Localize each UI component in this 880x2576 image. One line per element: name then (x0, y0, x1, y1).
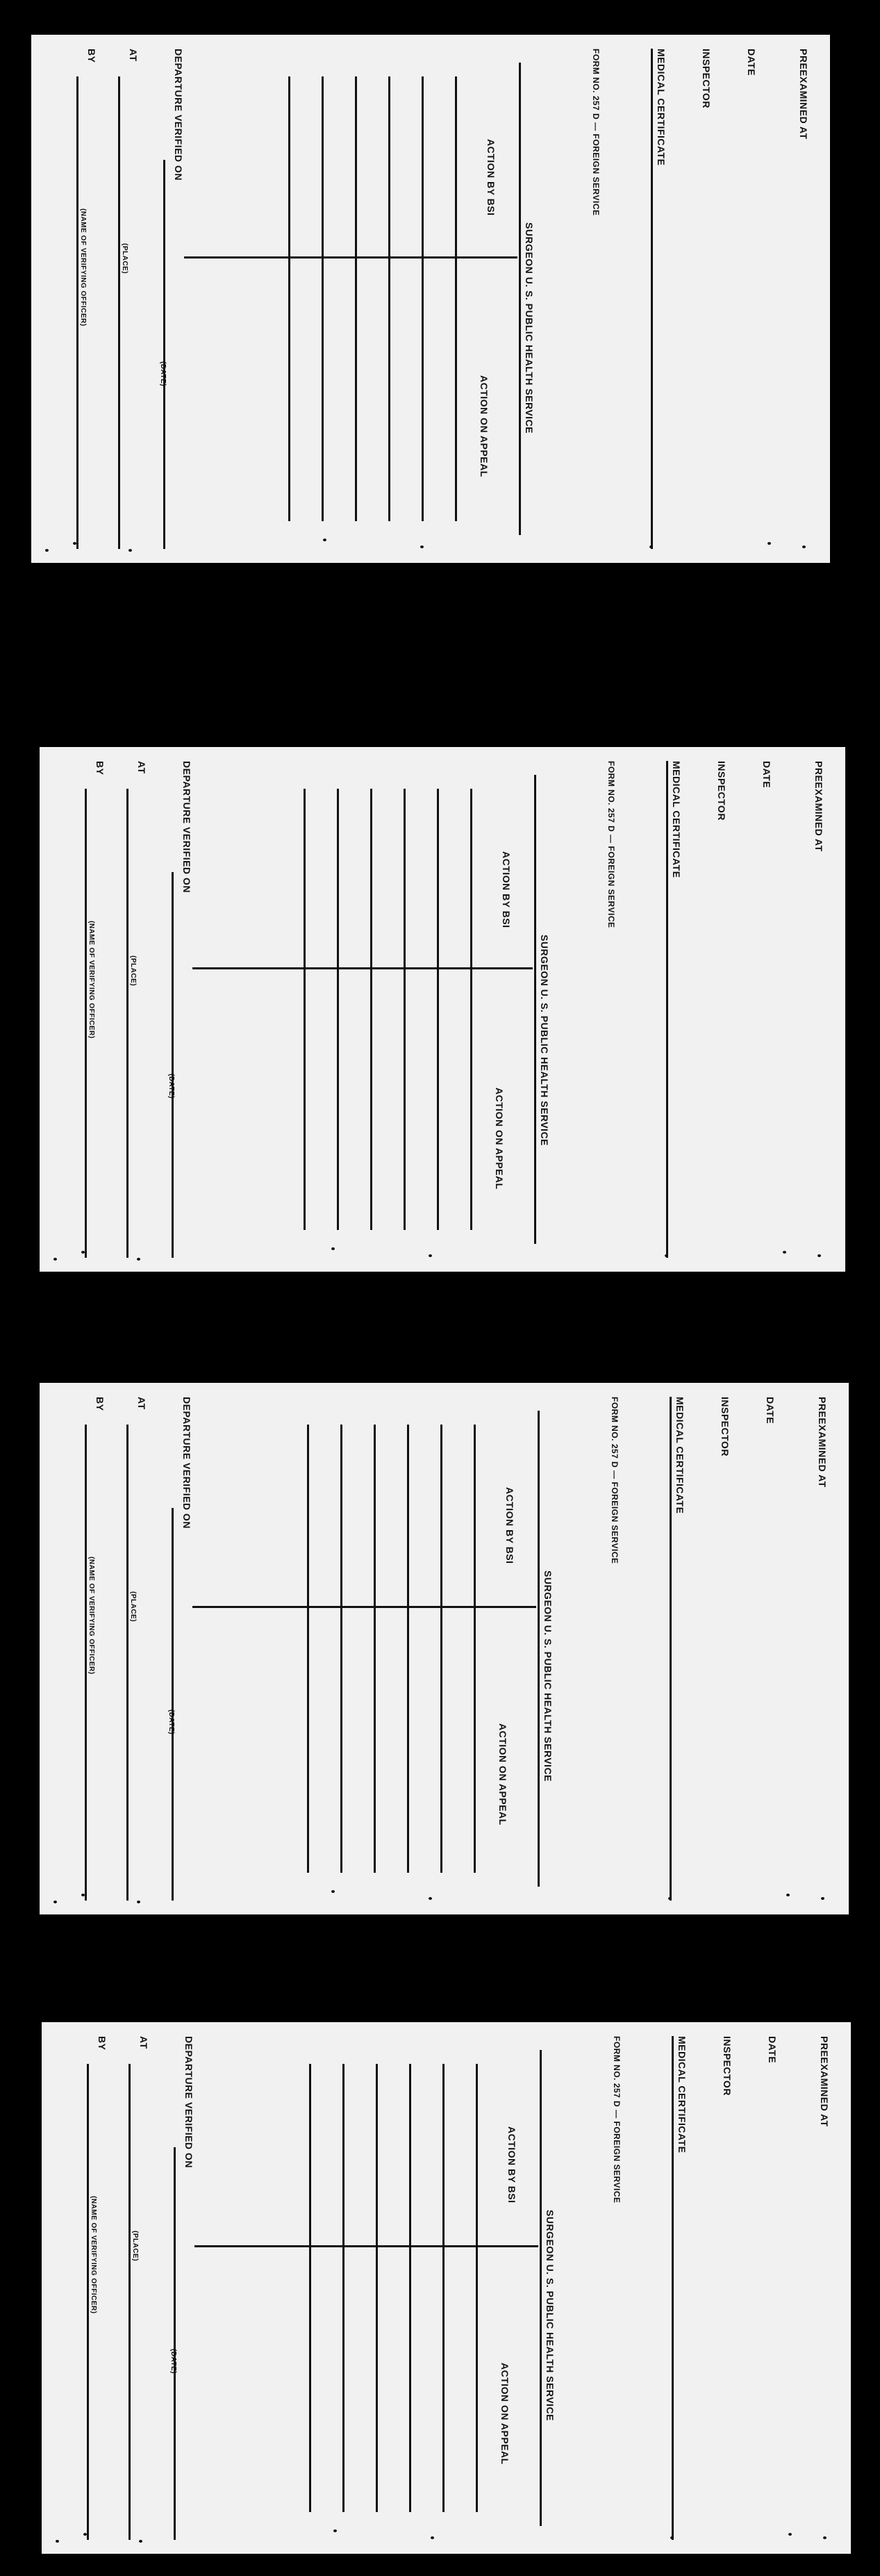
action-on-appeal-label: ACTION ON APPEAL (499, 2363, 510, 2465)
print-speck (73, 542, 76, 545)
print-speck (668, 1897, 672, 1900)
inspector-label: INSPECTOR (701, 49, 712, 108)
action-grid-line (337, 789, 339, 1230)
departure-rule (174, 2147, 176, 2540)
action-grid-line (422, 76, 424, 521)
print-speck (670, 2536, 674, 2539)
action-by-bsi-label: ACTION BY BSI (506, 2126, 517, 2204)
surgeon-label: SURGEON U. S. PUBLIC HEALTH SERVICE (539, 935, 550, 1147)
date-label: DATE (765, 1397, 776, 1425)
print-speck (323, 539, 326, 541)
inspector-label: INSPECTOR (720, 1397, 731, 1457)
at-label: AT (136, 761, 147, 774)
certificate-title: MEDICAL CERTIFICATE (674, 1397, 686, 1514)
certificate-rule (651, 49, 653, 549)
form-number-label: FORM NO. 257 D — FOREIGN SERVICE (591, 49, 601, 216)
print-speck (817, 1254, 821, 1257)
certificate-card (42, 2022, 851, 2554)
action-grid-line (340, 1425, 342, 1873)
print-speck (431, 2536, 434, 2539)
print-speck (767, 542, 771, 545)
surgeon-rule (519, 63, 521, 535)
print-speck (139, 2540, 142, 2543)
date-caption: (DATE) (159, 361, 167, 387)
certificate-title: MEDICAL CERTIFICATE (656, 49, 667, 166)
action-grid-divider (184, 256, 517, 259)
inspector-label: INSPECTOR (716, 761, 727, 821)
form-number-label: FORM NO. 257 D — FOREIGN SERVICE (606, 761, 616, 928)
print-speck (429, 1897, 432, 1900)
surgeon-label: SURGEON U. S. PUBLIC HEALTH SERVICE (545, 2210, 556, 2422)
by-label: BY (86, 49, 97, 63)
preexamined-label: PREEXAMINED AT (798, 49, 809, 140)
preexamined-label: PREEXAMINED AT (817, 1397, 828, 1488)
surgeon-rule (540, 2050, 542, 2526)
at-rule (126, 789, 128, 1258)
by-label: BY (94, 761, 106, 776)
action-grid-line (370, 789, 372, 1230)
date-label: DATE (761, 761, 772, 789)
date-label: DATE (767, 2036, 778, 2064)
certificate-card (40, 1383, 849, 1914)
place-caption: (PLACE) (131, 2231, 139, 2262)
surgeon-rule (538, 1411, 540, 1887)
certificate-card (31, 35, 830, 563)
surgeon-label: SURGEON U. S. PUBLIC HEALTH SERVICE (542, 1570, 554, 1782)
at-rule (128, 2064, 131, 2540)
date-caption: (DATE) (167, 1074, 175, 1099)
departure-verified-label: DEPARTURE VERIFIED ON (181, 1397, 192, 1529)
departure-verified-label: DEPARTURE VERIFIED ON (181, 761, 192, 893)
print-speck (788, 2533, 792, 2536)
at-label: AT (128, 49, 139, 62)
surgeon-rule (534, 775, 536, 1244)
action-grid-line (388, 76, 390, 521)
print-speck (420, 545, 424, 548)
certificate-card (40, 747, 845, 1272)
date-caption: (DATE) (169, 2349, 177, 2374)
certificate-rule (666, 761, 668, 1258)
action-grid-line (407, 1425, 409, 1873)
print-speck (333, 2529, 337, 2532)
departure-rule (163, 160, 165, 549)
print-speck (821, 1897, 824, 1900)
action-grid-line (437, 789, 439, 1230)
date-caption: (DATE) (167, 1709, 175, 1735)
print-speck (81, 1251, 85, 1254)
action-grid-line (376, 2064, 378, 2512)
action-on-appeal-label: ACTION ON APPEAL (497, 1723, 508, 1826)
print-speck (331, 1890, 335, 1893)
verifying-officer-caption: (NAME OF VERIFYING OFFICER) (90, 2196, 97, 2314)
certificate-title: MEDICAL CERTIFICATE (671, 761, 682, 878)
certificate-rule (672, 2036, 674, 2540)
at-label: AT (138, 2036, 149, 2049)
by-label: BY (94, 1397, 106, 1411)
print-speck (823, 2536, 827, 2539)
action-grid-line (307, 1425, 309, 1873)
print-speck (137, 1258, 140, 1261)
print-speck (128, 549, 132, 552)
print-speck (53, 1258, 57, 1261)
action-grid-line (442, 2064, 445, 2512)
departure-rule (172, 872, 174, 1258)
print-speck (802, 545, 806, 548)
print-speck (53, 1901, 57, 1903)
action-on-appeal-label: ACTION ON APPEAL (479, 375, 490, 477)
action-grid-line (440, 1425, 442, 1873)
action-grid-divider (192, 967, 533, 969)
form-number-label: FORM NO. 257 D — FOREIGN SERVICE (610, 1397, 620, 1564)
departure-verified-label: DEPARTURE VERIFIED ON (183, 2036, 194, 2168)
verifying-officer-caption: (NAME OF VERIFYING OFFICER) (88, 1557, 95, 1675)
print-speck (331, 1247, 335, 1250)
inspector-label: INSPECTOR (722, 2036, 733, 2096)
action-on-appeal-label: ACTION ON APPEAL (494, 1088, 505, 1190)
verifying-officer-caption: (NAME OF VERIFYING OFFICER) (88, 921, 95, 1039)
print-speck (786, 1894, 790, 1896)
surgeon-label: SURGEON U. S. PUBLIC HEALTH SERVICE (524, 222, 535, 434)
preexamined-label: PREEXAMINED AT (813, 761, 824, 852)
at-rule (118, 76, 120, 549)
place-caption: (PLACE) (129, 1591, 137, 1623)
print-speck (56, 2540, 59, 2543)
action-grid-line (374, 1425, 376, 1873)
action-grid-line (409, 2064, 411, 2512)
preexamined-label: PREEXAMINED AT (819, 2036, 830, 2127)
action-grid-divider (192, 1606, 536, 1608)
print-speck (83, 2533, 87, 2536)
action-grid-line (470, 789, 472, 1230)
by-rule (87, 2064, 89, 2540)
print-speck (783, 1251, 786, 1254)
certificate-title: MEDICAL CERTIFICATE (676, 2036, 688, 2153)
action-by-bsi-label: ACTION BY BSI (485, 139, 497, 216)
action-grid-line (404, 789, 406, 1230)
departure-rule (172, 1508, 174, 1901)
date-label: DATE (746, 49, 757, 76)
action-grid-line (476, 2064, 478, 2512)
action-by-bsi-label: ACTION BY BSI (504, 1487, 515, 1564)
by-rule (76, 76, 78, 549)
action-grid-line (322, 76, 324, 521)
print-speck (81, 1894, 85, 1896)
verifying-officer-caption: (NAME OF VERIFYING OFFICER) (79, 208, 87, 327)
action-grid-line (355, 76, 357, 521)
action-grid-line (304, 789, 306, 1230)
print-speck (45, 549, 49, 552)
action-grid-line (455, 76, 457, 521)
place-caption: (PLACE) (129, 955, 137, 987)
action-by-bsi-label: ACTION BY BSI (501, 851, 512, 928)
form-number-label: FORM NO. 257 D — FOREIGN SERVICE (612, 2036, 622, 2204)
action-grid-line (309, 2064, 311, 2512)
print-speck (665, 1254, 668, 1257)
by-rule (85, 1425, 87, 1901)
action-grid-line (288, 76, 290, 521)
print-speck (429, 1254, 432, 1257)
action-grid-divider (194, 2245, 538, 2247)
by-rule (85, 789, 87, 1258)
departure-verified-label: DEPARTURE VERIFIED ON (173, 49, 184, 181)
action-grid-line (342, 2064, 344, 2512)
certificate-rule (670, 1397, 672, 1901)
print-speck (649, 545, 653, 548)
action-grid-line (474, 1425, 476, 1873)
at-label: AT (136, 1397, 147, 1410)
print-speck (137, 1901, 140, 1903)
place-caption: (PLACE) (121, 243, 128, 274)
at-rule (126, 1425, 128, 1901)
by-label: BY (97, 2036, 108, 2051)
